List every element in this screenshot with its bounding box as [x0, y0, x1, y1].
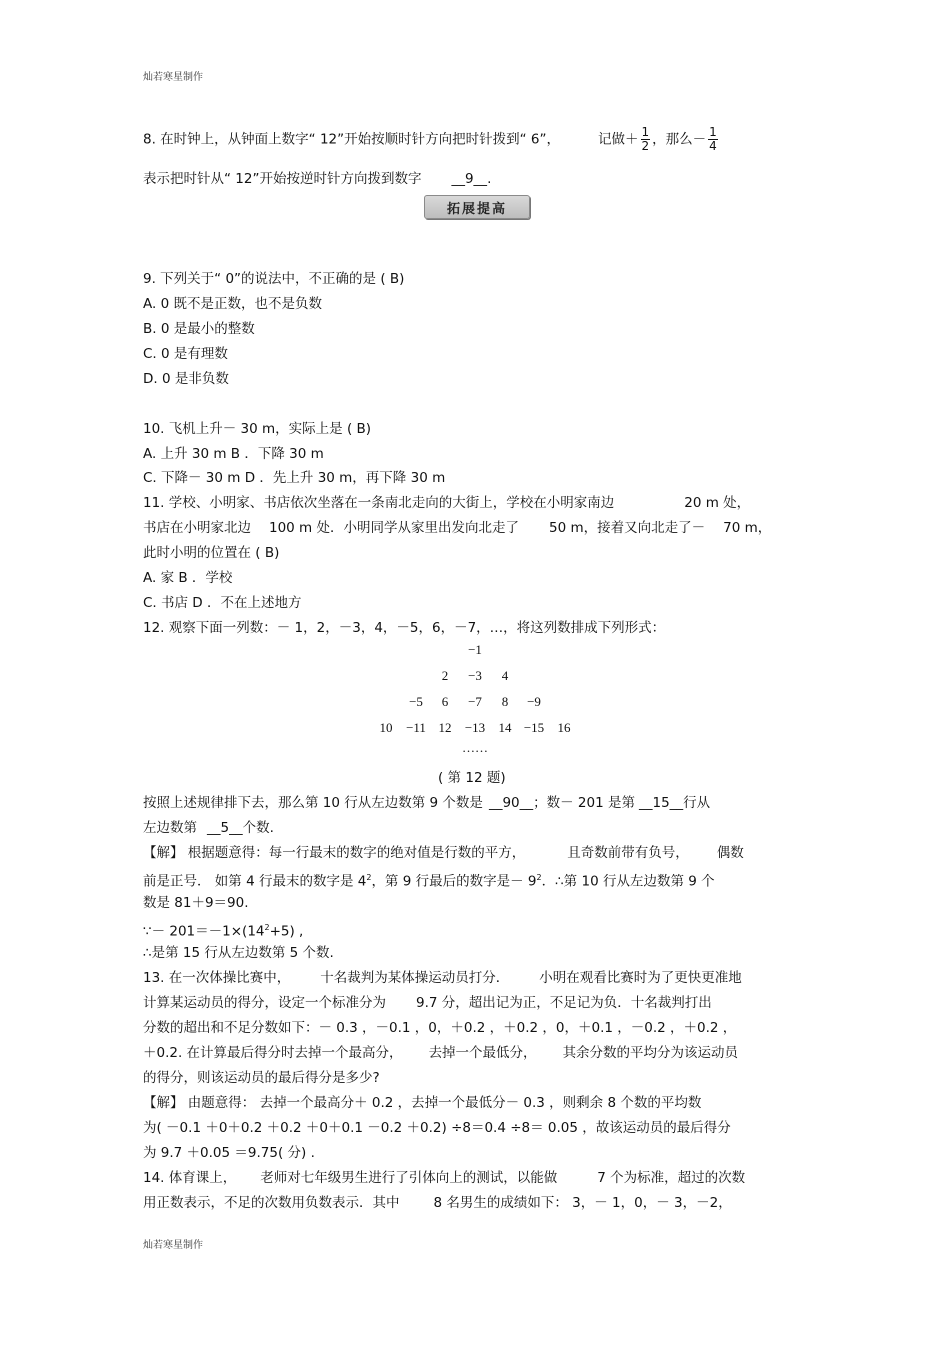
q12-solution-line-3: 数是 81＋9＝90. — [143, 895, 249, 911]
fraction-numerator: 1 — [641, 125, 650, 139]
q12-solution-text: 偶数 — [716, 845, 744, 861]
triangle-row-1 — [370, 642, 580, 660]
q8-text-1: 8. 在时钟上，从钟面上数字“ 12”开始按顺时针方向把时针拨到“ 6”， — [143, 131, 560, 148]
q14-text: 14. 体育课上， — [143, 1170, 237, 1186]
q14-text: 8 名男生的成绩如下： 3，－ 1，0，－ 3，－2， — [433, 1195, 732, 1211]
question-13-line-4 — [143, 1044, 738, 1062]
fraction-one-quarter — [708, 126, 718, 153]
q8-text-line2: 表示把时针从“ 12”开始按逆时针方向拨到数字 — [143, 171, 422, 187]
triangle-number: −3 — [468, 668, 482, 683]
q12-solution-line-1 — [143, 844, 744, 862]
q12-solution-line-5: ∴是第 15 行从左边数第 5 个数. — [143, 945, 334, 961]
q12-solution-text: ∵－ 201＝－1×(14 — [143, 923, 265, 940]
triangle-number: 4 — [501, 668, 509, 683]
q13-text: 其余分数的平均分为该运动员 — [562, 1045, 739, 1061]
number-triangle-figure — [370, 640, 580, 760]
triangle-row-3 — [370, 694, 580, 712]
triangle-number: 12 — [438, 720, 452, 735]
q11-text: 20 m 处， — [684, 495, 751, 511]
q12-text: 行从 — [683, 795, 711, 811]
triangle-number: 2 — [441, 668, 449, 683]
question-11-line-2 — [143, 519, 771, 537]
triangle-number: 10 — [379, 720, 393, 735]
q12-text: ；数－ 201 是第 — [533, 795, 635, 811]
question-12-stem: 12. 观察下面一列数：－ 1，2，－3，4，－5，6，－7，…，将这列数排成下列形式： — [143, 620, 666, 636]
q14-text: 用正数表示，不足的次数用负数表示．其中 — [143, 1195, 400, 1211]
question-14-line-1 — [143, 1169, 745, 1187]
triangle-number: −15 — [523, 720, 545, 735]
triangle-ellipsis-row — [370, 740, 580, 758]
question-12-answer-line-2 — [143, 819, 274, 837]
q13-text: 13. 在一次体操比赛中， — [143, 970, 291, 986]
q11-text: 70 m， — [723, 520, 772, 536]
q9-option-c: C. 0 是有理数 — [143, 346, 228, 362]
q12-solution-text: 前是正号． 如第 4 行最末的数字是 4 — [143, 873, 367, 890]
q12-solution-text: ，第 9 行最后的数字是－ 9 — [371, 873, 537, 890]
q13-text: 9.7 分，超出记为正，不足记为负．十名裁判打出 — [416, 995, 712, 1011]
q12-text: 个数. — [242, 820, 274, 836]
triangle-number: 14 — [498, 720, 512, 735]
q8-answer: __9__ — [451, 171, 488, 187]
q11-text: 11. 学校、小明家、书店依次坐落在一条南北走向的大街上，学校在小明家南边 — [143, 495, 615, 511]
section-banner: 拓展提高 — [424, 195, 530, 219]
q13-text: ＋0.2. 在计算最后得分时去掉一个最高分， — [143, 1045, 403, 1061]
q11-text: 50 m，接着又向北走了－ — [549, 520, 706, 536]
fraction-denominator: 4 — [709, 139, 717, 153]
q12-solution-line-2 — [143, 869, 715, 891]
triangle-number: −9 — [527, 694, 541, 709]
triangle-number: −1 — [468, 642, 482, 657]
q12-text: 按照上述规律排下去，那么第 10 行从左边数第 9 个数是 — [143, 795, 483, 811]
q12-solution-text: +5) , — [269, 923, 304, 940]
triangle-number: −7 — [468, 694, 482, 709]
fraction-numerator: 1 — [709, 125, 717, 139]
q13-solution-line-1: 【解】 由题意得： 去掉一个最高分＋ 0.2 ，去掉一个最低分－ 0.3 ，则剩余 8 个数的平均数 — [143, 1095, 702, 1111]
q12-solution-text: 【解】 根据题意得：每一行最末的数字的绝对值是行数的平方， — [143, 845, 526, 861]
q11-text: 100 m 处．小明同学从家里出发向北走了 — [269, 520, 520, 536]
fraction-denominator: 2 — [641, 139, 650, 153]
q12-text: 左边数第 — [143, 820, 197, 836]
fraction-one-half — [641, 126, 651, 153]
q12-answer-2: __15__ — [638, 795, 684, 811]
triangle-number: −13 — [464, 720, 486, 735]
question-11-line-1 — [143, 494, 750, 512]
triangle-row-4 — [370, 720, 580, 738]
q13-text: 小明在观看比赛时为了更快更准地 — [539, 970, 742, 986]
triangle-row-2 — [370, 668, 580, 686]
question-8-line-2 — [143, 170, 491, 188]
question-12-answer-line-1 — [143, 794, 710, 812]
q12-solution-text: 且奇数前带有负号， — [567, 845, 689, 861]
q8-end: . — [487, 171, 492, 187]
q10-options-cd: C. 下降－ 30 m D ．先上升 30 m，再下降 30 m — [143, 470, 446, 486]
page-footer: 灿若寒星制作 — [143, 1240, 203, 1251]
q8-text-2: 记做＋ — [598, 131, 639, 148]
triangle-ellipsis: …… — [462, 740, 488, 755]
q11-options-ab: A. 家 B ．学校 — [143, 570, 233, 586]
q14-text: 老师对七年级男生进行了引体向上的测试，以能做 — [260, 1170, 558, 1186]
question-13-line-2 — [143, 994, 712, 1012]
q8-text-3: ，那么－ — [652, 131, 707, 148]
q11-text: 书店在小明家北边 — [143, 520, 251, 536]
q9-option-b: B. 0 是最小的整数 — [143, 321, 255, 337]
figure-caption: ( 第 12 题) — [438, 770, 506, 786]
triangle-number: 16 — [557, 720, 571, 735]
triangle-number: 6 — [441, 694, 449, 709]
q13-text: 十名裁判为某体操运动员打分． — [320, 970, 510, 986]
triangle-number: 8 — [501, 694, 509, 709]
q11-options-cd: C. 书店 D ．不在上述地方 — [143, 595, 302, 611]
q12-answer-3: __5__ — [207, 820, 243, 836]
question-11-line-3: 此时小明的位置在 ( B) — [143, 545, 280, 561]
q12-answer-1: __90__ — [488, 795, 534, 811]
q13-text: 计算某运动员的得分，设定一个标准分为 — [143, 995, 386, 1011]
triangle-number: −11 — [406, 720, 426, 735]
superscript: 2 — [366, 873, 372, 882]
q13-text: 去掉一个最低分， — [428, 1045, 537, 1061]
q13-solution-line-3: 为 9.7 ＋0.05 ＝9.75( 分) . — [143, 1145, 315, 1161]
q13-solution-line-2: 为( －0.1 ＋0＋0.2 ＋0.2 ＋0＋0.1 －0.2 ＋0.2) ÷8＝0.4 ÷8＝ 0.05 ，故该运动员的最后得分 — [143, 1120, 731, 1136]
superscript: 2 — [264, 923, 270, 932]
question-13-line-5: 的得分，则该运动员的最后得分是多少? — [143, 1070, 380, 1086]
q9-option-d: D. 0 是非负数 — [143, 371, 229, 387]
question-13-line-3: 分数的超出和不足分数如下：－ 0.3 ，－0.1 ，0，＋0.2 ，＋0.2 ，0，＋0.1 ，－0.2 ，＋0.2 ， — [143, 1020, 737, 1036]
q9-option-a: A. 0 既不是正数，也不是负数 — [143, 296, 322, 312]
q10-options-ab: A. 上升 30 m B ．下降 30 m — [143, 446, 324, 462]
superscript: 2 — [536, 873, 542, 882]
q14-text: 7 个为标准，超过的次数 — [597, 1170, 746, 1186]
question-13-line-1 — [143, 969, 742, 987]
page-header: 灿若寒星制作 — [143, 72, 203, 83]
question-9-stem: 9. 下列关于“ 0”的说法中，不正确的是 ( B) — [143, 271, 405, 287]
question-14-line-2 — [143, 1194, 732, 1212]
question-8-line-1 — [143, 126, 720, 153]
question-10-stem: 10. 飞机上升－ 30 m，实际上是 ( B) — [143, 421, 372, 437]
q12-solution-text: ．∴第 10 行从左边数第 9 个 — [541, 873, 715, 890]
triangle-number: −5 — [409, 694, 423, 709]
q12-solution-line-4 — [143, 919, 303, 941]
